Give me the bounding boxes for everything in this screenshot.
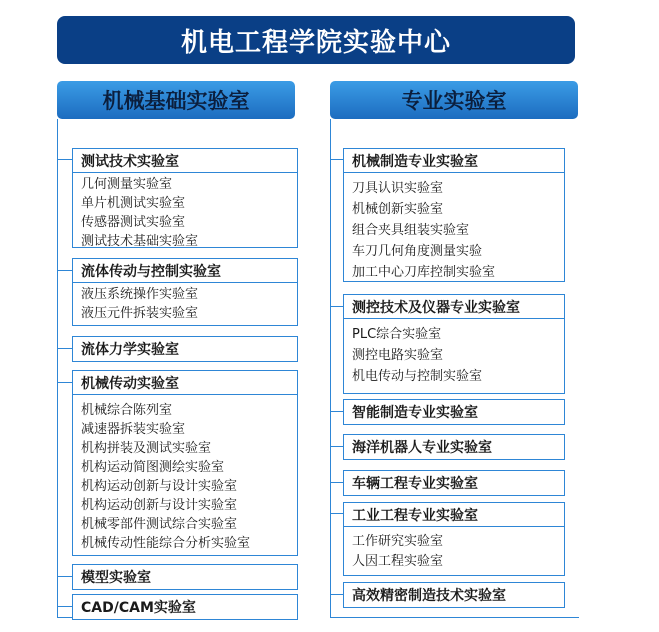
list-item: 液压元件拆装实验室 — [81, 306, 199, 321]
group-title: 流体力学实验室 — [81, 342, 179, 358]
group-title: 工业工程专业实验室 — [344, 503, 564, 527]
group-measurement-control-lab — [343, 294, 565, 394]
group-industrial-engineering-lab — [343, 502, 565, 576]
group-title: 机械制造专业实验室 — [344, 149, 564, 173]
group-title: 智能制造专业实验室 — [352, 405, 478, 421]
left-column-header — [57, 81, 295, 119]
list-item: 机械创新实验室 — [352, 202, 444, 217]
right-column-header — [330, 81, 578, 119]
group-title: 测控技术及仪器专业实验室 — [344, 295, 564, 319]
list-item: 测试技术基础实验室 — [81, 234, 199, 249]
list-item: 液压系统操作实验室 — [81, 287, 199, 302]
list-item: 机械零部件测试综合实验室 — [81, 517, 238, 532]
group-cad-cam-lab — [72, 594, 298, 620]
list-item: 几何测量实验室 — [81, 177, 173, 192]
group-mechanical-transmission-lab — [72, 370, 298, 556]
main-title-banner — [57, 16, 575, 64]
group-manufacturing-lab — [343, 148, 565, 282]
group-fluid-mechanics-lab — [72, 336, 298, 362]
group-testing-lab — [72, 148, 298, 248]
list-item: 单片机测试实验室 — [81, 196, 186, 211]
group-model-lab — [72, 564, 298, 590]
list-item: 机构运动简图测绘实验室 — [81, 460, 225, 475]
right-column-title: 专业实验室 — [401, 89, 507, 113]
group-title: 流体传动与控制实验室 — [73, 259, 297, 283]
group-fluid-transmission-lab — [72, 258, 298, 326]
group-marine-robot-lab — [343, 434, 565, 460]
group-title: 海洋机器人专业实验室 — [352, 440, 492, 456]
list-item: 减速器拆装实验室 — [81, 422, 186, 437]
list-item: 机构运动创新与设计实验室 — [81, 479, 238, 494]
list-item: 测控电路实验室 — [352, 348, 444, 363]
group-smart-manufacturing-lab — [343, 399, 565, 425]
list-item: 工作研究实验室 — [352, 534, 444, 549]
list-item: 车刀几何角度测量实验 — [352, 244, 483, 259]
list-item: 人因工程实验室 — [352, 554, 444, 569]
list-item: 机械传动性能综合分析实验室 — [81, 536, 251, 551]
left-column-title: 机械基础实验室 — [102, 89, 250, 113]
main-title: 机电工程学院实验中心 — [180, 27, 451, 58]
list-item: 刀具认识实验室 — [352, 181, 444, 196]
list-item: 机构运动创新与设计实验室 — [81, 498, 238, 513]
group-title: 测试技术实验室 — [73, 149, 297, 173]
list-item: 机械综合陈列室 — [81, 403, 173, 418]
group-precision-manufacturing-lab — [343, 582, 565, 608]
group-title: 模型实验室 — [81, 570, 151, 586]
group-vehicle-engineering-lab — [343, 470, 565, 496]
group-title: 机械传动实验室 — [73, 371, 297, 395]
list-item: 加工中心刀库控制实验室 — [352, 265, 496, 280]
list-item: 传感器测试实验室 — [81, 215, 186, 230]
list-item: 组合夹具组装实验室 — [352, 223, 470, 238]
group-title: CAD/CAM实验室 — [81, 600, 196, 616]
group-title: 车辆工程专业实验室 — [352, 476, 478, 492]
list-item: 机电传动与控制实验室 — [352, 369, 483, 384]
list-item: PLC综合实验室 — [352, 327, 442, 342]
list-item: 机构拼装及测试实验室 — [81, 441, 212, 456]
group-title: 高效精密制造技术实验室 — [352, 588, 506, 604]
